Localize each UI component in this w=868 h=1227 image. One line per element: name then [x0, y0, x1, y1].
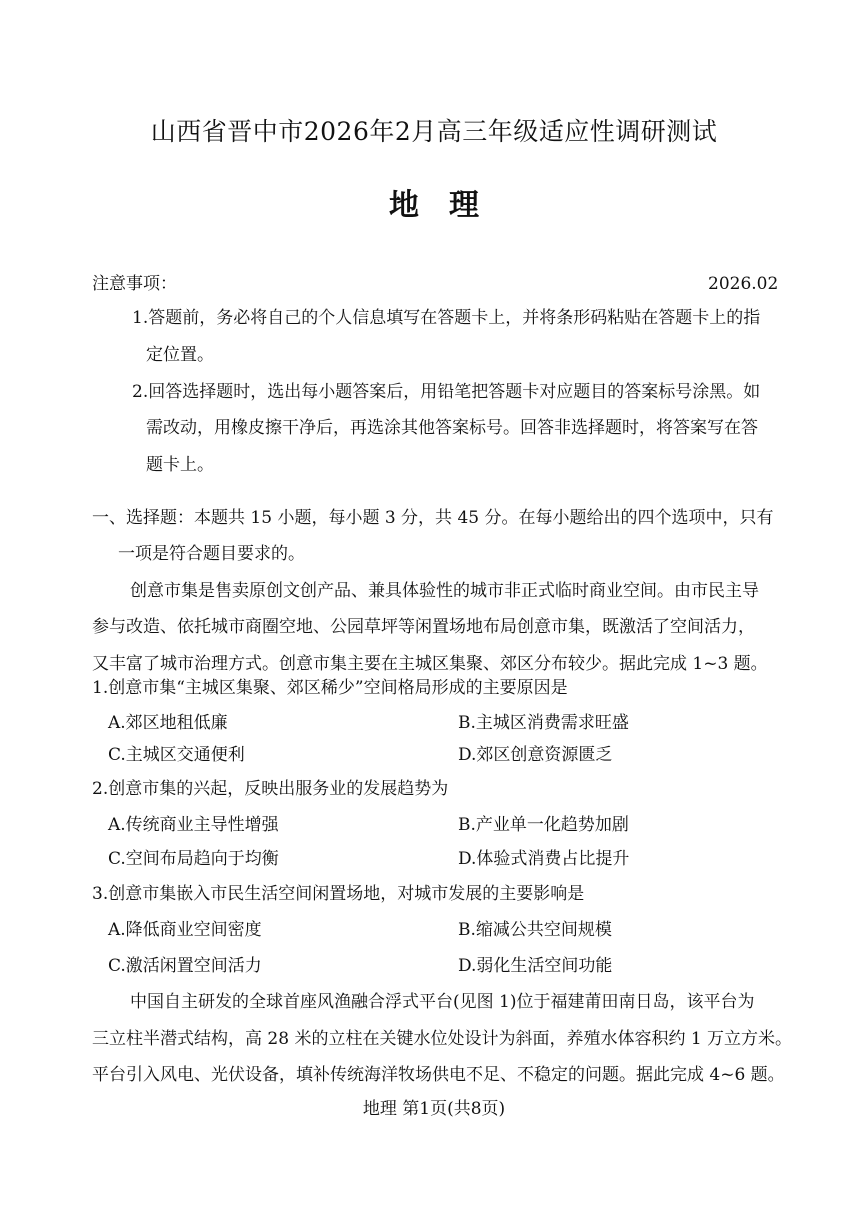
option-a: A.降低商业空间密度: [108, 920, 262, 940]
option-c: C.激活闲置空间活力: [108, 956, 262, 976]
option-d: D.弱化生活空间功能: [458, 956, 613, 976]
notice-item: 定位置。: [146, 345, 214, 365]
exam-title: 山西省晋中市2026年2月高三年级适应性调研测试: [150, 117, 718, 146]
option-d: D.郊区创意资源匮乏: [458, 745, 613, 765]
notice-label: 注意事项：: [92, 274, 177, 294]
question-stem: 3.创意市集嵌入市民生活空间闲置场地，对城市发展的主要影响是: [92, 884, 585, 904]
notice-item: 题卡上。: [146, 455, 214, 475]
question-stem: 2.创意市集的兴起，反映出服务业的发展趋势为: [92, 779, 449, 799]
option-b: B.缩减公共空间规模: [458, 920, 612, 940]
option-a: A.传统商业主导性增强: [108, 815, 279, 835]
question-stem: 1.创意市集“主城区集聚、郊区稀少”空间格局形成的主要原因是: [92, 678, 568, 698]
passage-line: 三立柱半潜式结构，高 28 米的立柱在关键水位处设计为斜面，养殖水体容积约 1 万立方米。: [92, 1029, 793, 1049]
option-c: C.主城区交通便利: [108, 745, 245, 765]
option-d: D.体验式消费占比提升: [458, 849, 630, 869]
passage-line: 中国自主研发的全球首座风渔融合浮式平台(见图 1)位于福建莆田南日岛，该平台为: [130, 992, 755, 1012]
exam-date: 2026.02: [708, 274, 779, 294]
option-c: C.空间布局趋向于均衡: [108, 849, 279, 869]
passage-line: 又丰富了城市治理方式。创意市集主要在主城区集聚、郊区分布较少。据此完成 1~3 题。: [92, 654, 768, 674]
passage-line: 参与改造、依托城市商圈空地、公园草坪等闲置场地布局创意市集，既激活了空间活力，: [92, 617, 755, 637]
section-heading: 一、选择题：本题共 15 小题，每小题 3 分，共 45 分。在每小题给出的四个选项中，只有: [92, 508, 774, 528]
option-a: A.郊区地租低廉: [108, 713, 228, 733]
option-b: B.主城区消费需求旺盛: [458, 713, 629, 733]
section-heading-cont: 一项是符合题目要求的。: [118, 544, 305, 564]
passage-line: 创意市集是售卖原创文创产品、兼具体验性的城市非正式临时商业空间。由市民主导: [130, 581, 759, 601]
passage-line: 平台引入风电、光伏设备，填补传统海洋牧场供电不足、不稳定的问题。据此完成 4~6 题。: [92, 1065, 785, 1085]
notice-item: 需改动，用橡皮擦干净后，再选涂其他答案标号。回答非选择题时，将答案写在答: [146, 418, 758, 438]
page-footer: 地理 第1页(共8页): [362, 1099, 506, 1119]
subject-title: 地理: [389, 188, 509, 223]
notice-item: 2.回答选择题时，选出每小题答案后，用铅笔把答题卡对应题目的答案标号涂黑。如: [132, 382, 761, 402]
option-b: B.产业单一化趋势加剧: [458, 815, 629, 835]
notice-item: 1.答题前，务必将自己的个人信息填写在答题卡上，并将条形码粘贴在答题卡上的指: [132, 308, 761, 328]
